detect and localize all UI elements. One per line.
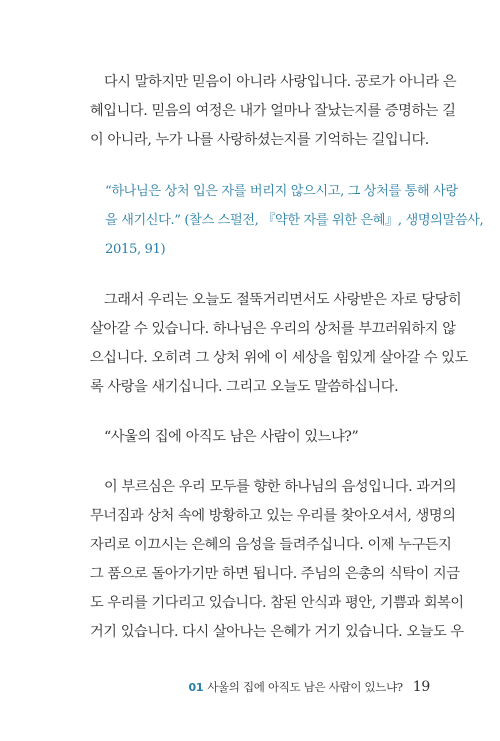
paragraph-5-line-3: 자리로 이끄시는 은혜의 음성을 들려주십니다. 이제 누구든지 [90, 537, 452, 553]
page-footer [188, 679, 430, 695]
paragraph-5-line-2: 무너짐과 상처 속에 방황하고 있는 우리를 찾아오셔서, 생명의 [90, 508, 456, 524]
paragraph-5-line-1: 이 부르심은 우리 모두를 향한 하나님의 음성입니다. 과거의 [104, 479, 457, 495]
chapter-title: 사울의 집에 아직도 남은 사람이 있느냐? [207, 680, 403, 694]
paragraph-5-line-6: 거기 있습니다. 다시 살아나는 은혜가 거기 있습니다. 오늘도 우 [90, 624, 464, 640]
paragraph-3-line-4: 록 사랑을 새기십니다. 그리고 오늘도 말씀하십니다. [90, 379, 399, 395]
page-number: 19 [412, 679, 430, 695]
paragraph-1-line-3: 이 아니라, 누가 나를 사랑하셨는지를 기억하는 길입니다. [90, 132, 429, 148]
paragraph-3-line-1: 그래서 우리는 오늘도 절뚝거리면서도 사랑받은 자로 당당히 [104, 292, 462, 308]
paragraph-5-line-4: 그 품으로 돌아가기만 하면 됩니다. 주님의 은총의 식탁이 지금 [90, 566, 460, 582]
paragraph-1-line-2: 혜입니다. 믿음의 여정은 내가 얼마나 잘났는지를 증명하는 길 [90, 103, 456, 119]
quote-line-2: 을 새기신다.” (찰스 스펄전, 『약한 자를 위한 은혜』, 생명의말씀사, [105, 213, 484, 228]
paragraph-3-line-2: 살아갈 수 있습니다. 하나님은 우리의 상처를 부끄러워하지 않 [90, 321, 456, 337]
paragraph-3-line-3: 으십니다. 오히려 그 상처 위에 이 세상을 힘있게 살아갈 수 있도 [90, 350, 468, 366]
chapter-number: 01 [188, 681, 204, 694]
quote-line-3: 2015, 91) [105, 242, 166, 257]
paragraph-4-line-1: “사울의 집에 아직도 남은 사람이 있느냐?” [104, 429, 359, 445]
quote-line-1: “하나님은 상처 입은 자를 버리지 않으시고, 그 상처를 통해 사랑 [105, 184, 458, 199]
paragraph-5-line-5: 도 우리를 기다리고 있습니다. 참된 안식과 평안, 기쁨과 회복이 [90, 595, 464, 611]
paragraph-1-line-1: 다시 말하지만 믿음이 아니라 사랑입니다. 공로가 아니라 은 [104, 74, 457, 90]
